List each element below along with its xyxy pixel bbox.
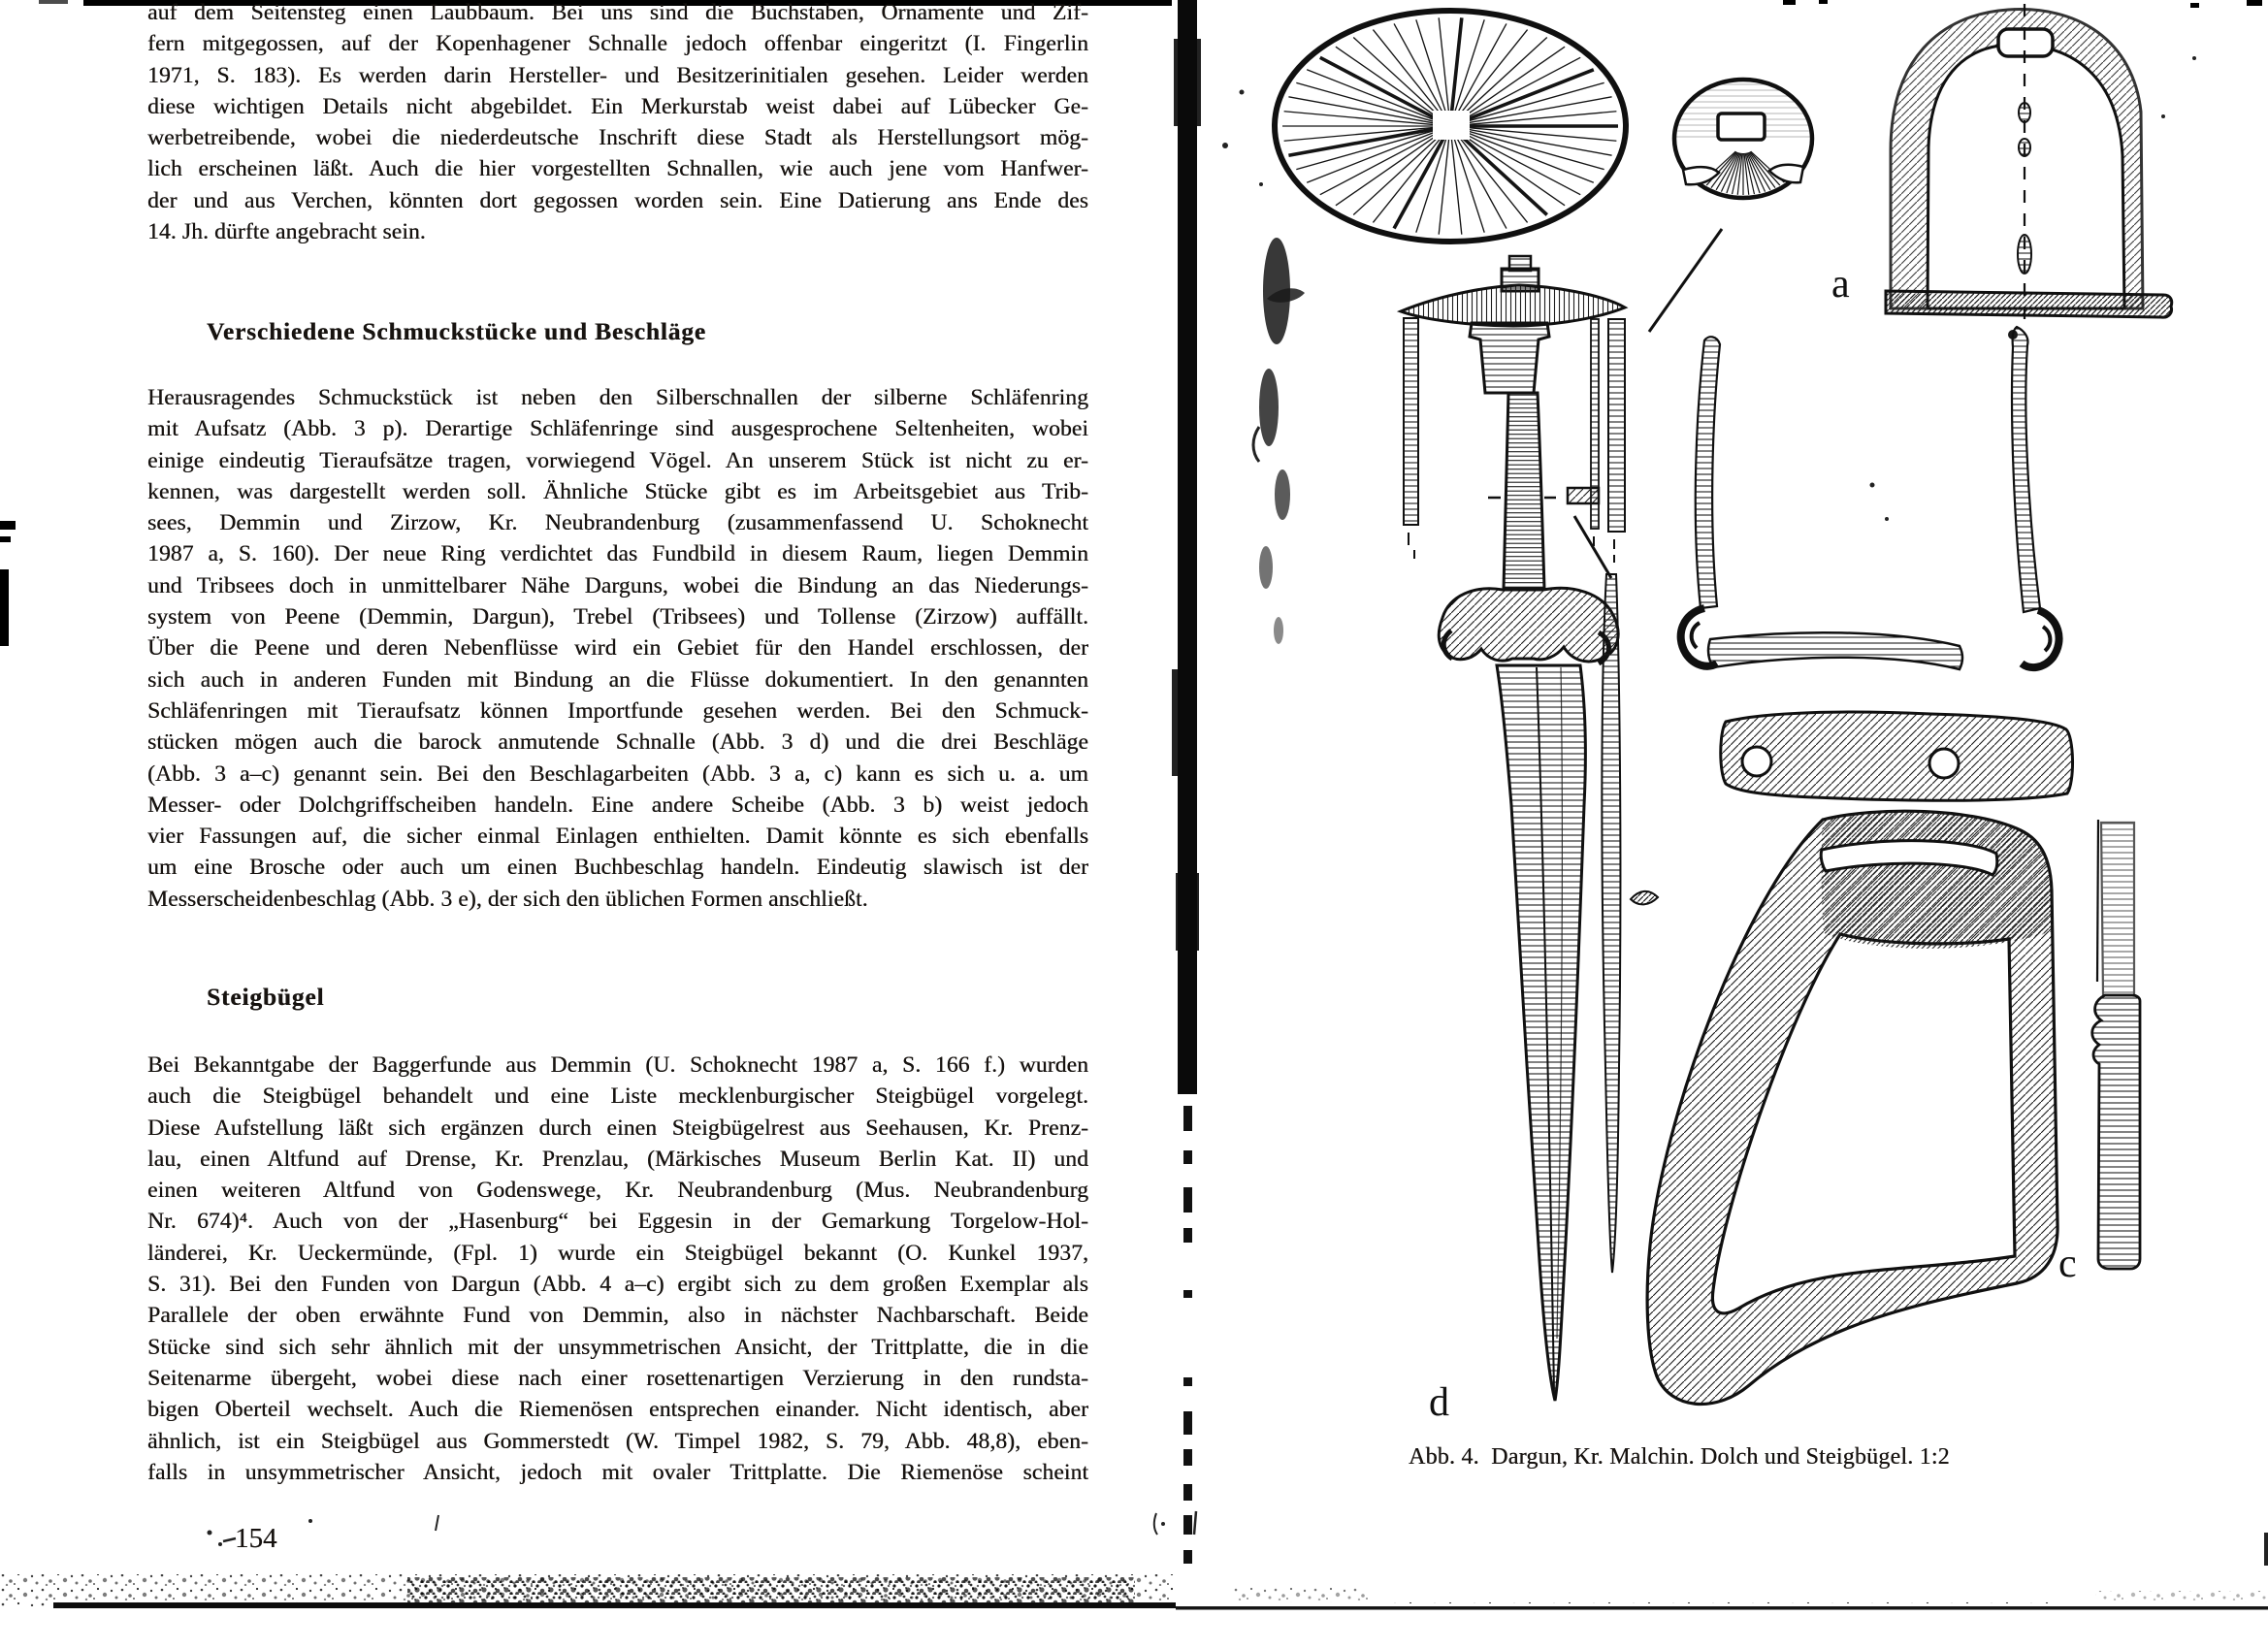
text-line: falls in unsymmetrischer Ansicht, jedoch mit ovaler Trittplatte. Die Riemenöse scheint bbox=[147, 1459, 1088, 1485]
text-line: der und aus Verchen, könnten dort gegossen worden sein. Eine Datierung ans Ende des bbox=[147, 187, 1088, 213]
text-line: system von Peene (Demmin, Dargun), Trebel (Tribsees) und Tollense (Zirzow) auffällt. bbox=[147, 604, 1088, 630]
text-line: Stücke sind sich sehr ähnlich mit der unsymmetrischen Ansicht, der Trittplatte, die in die bbox=[147, 1334, 1088, 1360]
paragraph-buckles bbox=[147, 0, 1088, 247]
bottom-noise-band bbox=[0, 1533, 2268, 1610]
text-line: Bei Bekanntgabe der Baggerfunde aus Demmin (U. Schoknecht 1987 a, S. 166 f.) wurden bbox=[147, 1052, 1088, 1078]
text-line: werbetreibende, wobei die niederdeutsche Inschrift diese Stadt als Herstellungsort mög- bbox=[147, 125, 1088, 151]
binding-gutter-streak bbox=[1172, 0, 1305, 1564]
text-line: bigen Oberteil wechselt. Auch die Riemenösen entsprechen einander. Nicht identisch, aber bbox=[147, 1397, 1088, 1423]
figure-caption: Abb. 4. Dargun, Kr. Malchin. Dolch und Steigbügel. 1:2 bbox=[1409, 1444, 1950, 1470]
text-line: 1971, S. 183). Es werden darin Hersteller- und Besitzerinitialen gesehen. Leider werden bbox=[147, 62, 1088, 88]
text-line: Messerscheidenbeschlag (Abb. 3 e), der sich den üblichen Formen anschließt. bbox=[147, 886, 868, 912]
handle-fragment-drawing bbox=[2092, 820, 2140, 1269]
text-line: vier Fassungen auf, die sicher einmal Einlagen enthielten. Damit könnte es sich ebenfalls bbox=[147, 824, 1088, 850]
blade-section-lens bbox=[1631, 891, 1658, 905]
page-number: 154 bbox=[235, 1523, 277, 1554]
text-line: und Tribsees doch in unmittelbarer Nähe Darguns, wobei die Bindung an das Niederungs- bbox=[147, 572, 1088, 598]
text-line: Messer- oder Dolchgriffscheiben handeln. Eine andere Scheibe (Abb. 3 b) weist jedoch bbox=[147, 792, 1088, 818]
rosette-disc-drawing bbox=[1275, 11, 1626, 242]
section-heading-schmuckstuecke: Verschiedene Schmuckstücke und Beschläge bbox=[207, 317, 706, 345]
stirrup-frame-drawing bbox=[1681, 327, 2059, 669]
text-line: diese wichtigen Details nicht abgebildet. Ein Merkurstab weist dabei auf Lübecker Ge- bbox=[147, 93, 1088, 119]
text-line: kennen, was dargestellt werden soll. Ähnliche Stücke gibt es im Arbeitsgebiet aus Trib- bbox=[147, 478, 1088, 504]
text-line: auch die Steigbügel behandelt und eine Liste mecklenburgischer Steigbügel vorgelegt. bbox=[147, 1083, 1088, 1110]
figure-label-d: d bbox=[1429, 1380, 1449, 1425]
text-line: fern mitgegossen, auf der Kopenhagener Schnalle jedoch offenbar eingeritzt (I. Fingerlin bbox=[147, 31, 1088, 57]
text-line: Über die Peene und deren Nebenflüsse wird ein Gebiet für den Handel erschlossen, der bbox=[147, 635, 1088, 662]
text-line: Herausragendes Schmuckstück ist neben den Silberschnallen der silberne Schläfenring bbox=[147, 385, 1088, 410]
stirrup-c-drawing bbox=[1647, 811, 2057, 1404]
text-line: ähnlich, ist ein Steigbügel aus Gommerstedt (W. Timpel 1982, S. 79, Abb. 48,8), eben- bbox=[147, 1428, 1088, 1454]
text-line: 1987 a, S. 160). Der neue Ring verdichtet das Fundbild in diesem Raum, liegen Demmin bbox=[147, 541, 1088, 567]
text-line: lich erscheinen läßt. Auch die hier vorgestellten Schnallen, wie auch jene vom Hanfwer- bbox=[147, 156, 1088, 182]
text-line: länderei, Kr. Ueckermünde, (Fpl. 1) wurde ein Steigbügel bekannt (O. Kunkel 1937, bbox=[147, 1240, 1088, 1266]
paragraph-steigbuegel bbox=[147, 1050, 1088, 1488]
text-line: S. 31). Bei den Funden von Dargun (Abb. 4 a–c) ergibt sich zu dem großen Exemplar als bbox=[147, 1272, 1088, 1298]
text-line: sich auch in anderen Funden mit Bindung an die Flüsse dokumentiert. In den genannten bbox=[147, 666, 1088, 693]
text-line: Parallele der oben erwähnte Fund von Demmin, also in nächster Nachbarschaft. Beide bbox=[147, 1303, 1088, 1329]
stirrup-a-drawing bbox=[1886, 4, 2172, 324]
paragraph-schmuckstuecke bbox=[147, 382, 1088, 915]
text-line: Nr. 674)⁴. Auch von der „Hasenburg“ bei Eggesin in der Gemarkung Torgelow-Hol- bbox=[147, 1209, 1088, 1235]
pointer-line bbox=[1649, 229, 1722, 332]
text-line: (Abb. 3 a–c) genannt sein. Bei den Beschlagarbeiten (Abb. 3 a, c) kann es sich u. a. um bbox=[147, 760, 1088, 787]
text-line: lau, einen Altfund auf Drense, Kr. Prenzlau, (Märkisches Museum Berlin Kat. II) und bbox=[147, 1146, 1088, 1172]
text-line: mit Aufsatz (Abb. 3 p). Derartige Schläfenringe sind ausgesprochene Seltenheiten, wobei bbox=[147, 416, 1088, 442]
text-line: um eine Brosche oder auch um einen Buchbeschlag handeln. Eindeutig slawisch ist der bbox=[147, 855, 1088, 881]
text-line: einige eindeutig Tieraufsätze tragen, vorwiegend Vögel. An unserem Stück ist nicht zu er- bbox=[147, 447, 1088, 473]
section-heading-steigbuegel: Steigbügel bbox=[207, 983, 325, 1011]
text-line: Diese Aufstellung läßt sich ergänzen durch einen Steigbügelrest aus Seehausen, Kr. Prenz- bbox=[147, 1115, 1088, 1141]
figure-label-a: a bbox=[1831, 262, 1850, 307]
figure-label-c: c bbox=[2058, 1242, 2077, 1286]
text-line: stücken mögen auch die barock anmutende Schnalle (Abb. 3 d) und die drei Beschläge bbox=[147, 729, 1088, 756]
text-line: 14. Jh. dürfte angebracht sein. bbox=[147, 219, 426, 245]
text-line: sees, Demmin und Zirzow, Kr. Neubrandenburg (zusammenfassend U. Schoknecht bbox=[147, 510, 1088, 536]
text-line: Schläfenringen mit Tieraufsatz können Importfunde gesehen werden. Bei den Schmuck- bbox=[147, 697, 1088, 724]
pommel-top-view-drawing bbox=[1649, 80, 1812, 332]
text-line: einen weiteren Altfund von Godenswege, Kr. Neubrandenburg (Mus. Neubrandenburg bbox=[147, 1178, 1088, 1204]
text-line: auf dem Seitensteg einen Laubbaum. Bei uns sind die Buchstaben, Ornamente und Zif- bbox=[147, 0, 1088, 25]
text-line: Seitenarme übergeht, wobei diese nach einer rosettenartigen Verzierung in den rundsta- bbox=[147, 1365, 1088, 1391]
tread-plate-drawing bbox=[1721, 712, 2073, 800]
